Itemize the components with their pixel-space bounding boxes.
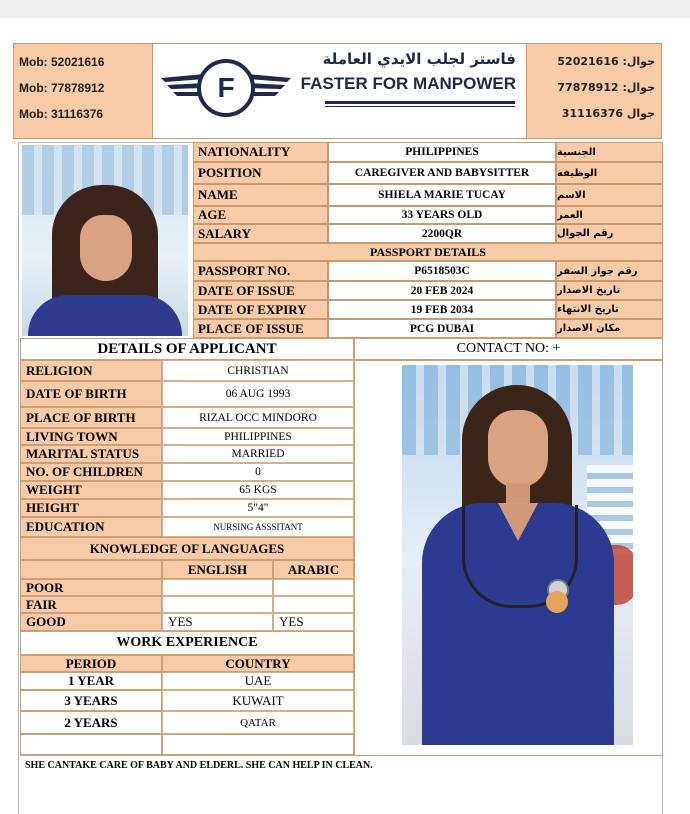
passport-label: DATE OF ISSUE [193, 281, 328, 300]
col-english: ENGLISH [162, 560, 273, 579]
mobile-ar-2: جوال: 77878912 [557, 81, 655, 94]
applicant-photo-large [402, 365, 633, 745]
passport-label: PASSPORT NO. [193, 261, 328, 281]
profile-label-arabic: العمر [556, 206, 663, 224]
detail-value: PHILIPPINES [162, 428, 354, 445]
col-arabic: ARABIC [273, 560, 354, 579]
mobile-1: Mob: 52021616 [19, 55, 105, 69]
passport-label: PLACE OF ISSUE [193, 319, 328, 338]
detail-value: 0 [162, 463, 354, 481]
detail-label: LIVING TOWN [20, 428, 162, 445]
passport-value: 19 FEB 2034 [328, 300, 556, 319]
work-period: 2 YEARS [20, 711, 162, 734]
profile-label-arabic: الاسم [556, 184, 663, 206]
detail-value: 06 AUG 1993 [162, 381, 354, 407]
top-band [0, 0, 690, 18]
profile-label: NATIONALITY [193, 142, 328, 162]
profile-label-arabic: رقم الجوال [556, 224, 663, 243]
header-center [153, 43, 526, 139]
mobile-2: Mob: 77878912 [19, 81, 105, 95]
work-row-empty-period [20, 734, 162, 755]
detail-value: MARRIED [162, 445, 354, 463]
passport-label-arabic: تاريخ الانتهاء [556, 300, 663, 319]
profile-label: SALARY [193, 224, 328, 243]
passport-value: P6518503C [328, 261, 556, 281]
language-level: GOOD [20, 613, 162, 631]
work-country: QATAR [162, 711, 354, 734]
profile-label: AGE [193, 206, 328, 224]
language-level: FAIR [20, 596, 162, 613]
profile-value: CAREGIVER AND BABYSITTER [328, 162, 556, 184]
work-period: 3 YEARS [20, 690, 162, 711]
english-level [162, 596, 273, 613]
detail-value: CHRISTIAN [162, 360, 354, 381]
company-logo-icon [161, 52, 291, 124]
logo-letter: F [217, 72, 235, 103]
passport-label-arabic: مكان الاصدار [556, 319, 663, 338]
company-name-english: FASTER FOR MANPOWER [300, 74, 516, 93]
profile-label: NAME [193, 184, 328, 206]
detail-label: HEIGHT [20, 499, 162, 517]
work-row-empty-country [162, 734, 354, 755]
company-underline-2 [325, 106, 515, 107]
detail-label: NO. OF CHILDREN [20, 463, 162, 481]
arabic-level [273, 579, 354, 596]
mobile-ar-1: جوال: 52021616 [557, 55, 655, 68]
work-period: 1 YEAR [20, 672, 162, 690]
work-title: WORK EXPERIENCE [20, 631, 354, 655]
details-title: DETAILS OF APPLICANT [20, 338, 354, 360]
arabic-level: YES [273, 613, 354, 631]
applicant-photo-small [22, 145, 188, 336]
remarks-box [20, 755, 663, 814]
passport-label-arabic: رقم جواز السفر [556, 261, 663, 281]
arabic-level [273, 596, 354, 613]
header-left-box [13, 43, 153, 139]
contact-number: CONTACT NO: + [354, 338, 663, 360]
work-country: UAE [162, 672, 354, 690]
profile-value: PHILIPPINES [328, 142, 556, 162]
col-country: COUNTRY [162, 655, 354, 672]
mobile-ar-3: جوال 31116376 [561, 107, 655, 120]
profile-label-arabic: الوظيفه [556, 162, 663, 184]
languages-header-blank [20, 560, 162, 579]
detail-label: WEIGHT [20, 481, 162, 499]
remarks-text: SHE CANTAKE CARE OF BABY AND ELDERL. SHE CAN HELP IN CLEAN. [25, 760, 373, 771]
header-right-box [526, 43, 662, 139]
detail-label: MARITAL STATUS [20, 445, 162, 463]
english-level [162, 579, 273, 596]
profile-value: SHIELA MARIE TUCAY [328, 184, 556, 206]
detail-label: DATE OF BIRTH [20, 381, 162, 407]
language-level: POOR [20, 579, 162, 596]
passport-title: PASSPORT DETAILS [193, 243, 663, 261]
col-period: PERIOD [20, 655, 162, 672]
detail-label: RELIGION [20, 360, 162, 381]
company-underline [325, 101, 515, 104]
detail-value: NURSING ASSSITANT [162, 517, 354, 537]
company-name-arabic: فاستر لجلب الايدي العاملة [322, 50, 516, 68]
passport-label-arabic: تاريخ الاصدار [556, 281, 663, 300]
detail-value: 5"4" [162, 499, 354, 517]
detail-label: EDUCATION [20, 517, 162, 537]
profile-value: 33 YEARS OLD [328, 206, 556, 224]
passport-label: DATE OF EXPIRY [193, 300, 328, 319]
profile-label-arabic: الجنسية [556, 142, 663, 162]
detail-value: 65 KGS [162, 481, 354, 499]
passport-value: 20 FEB 2024 [328, 281, 556, 300]
passport-value: PCG DUBAI [328, 319, 556, 338]
english-level: YES [162, 613, 273, 631]
detail-value: RIZAL OCC MINDORO [162, 407, 354, 428]
mobile-3: Mob: 31116376 [19, 107, 104, 121]
detail-label: PLACE OF BIRTH [20, 407, 162, 428]
work-country: KUWAIT [162, 690, 354, 711]
languages-title: KNOWLEDGE OF LANGUAGES [20, 537, 354, 560]
profile-label: POSITION [193, 162, 328, 184]
profile-value: 2200QR [328, 224, 556, 243]
